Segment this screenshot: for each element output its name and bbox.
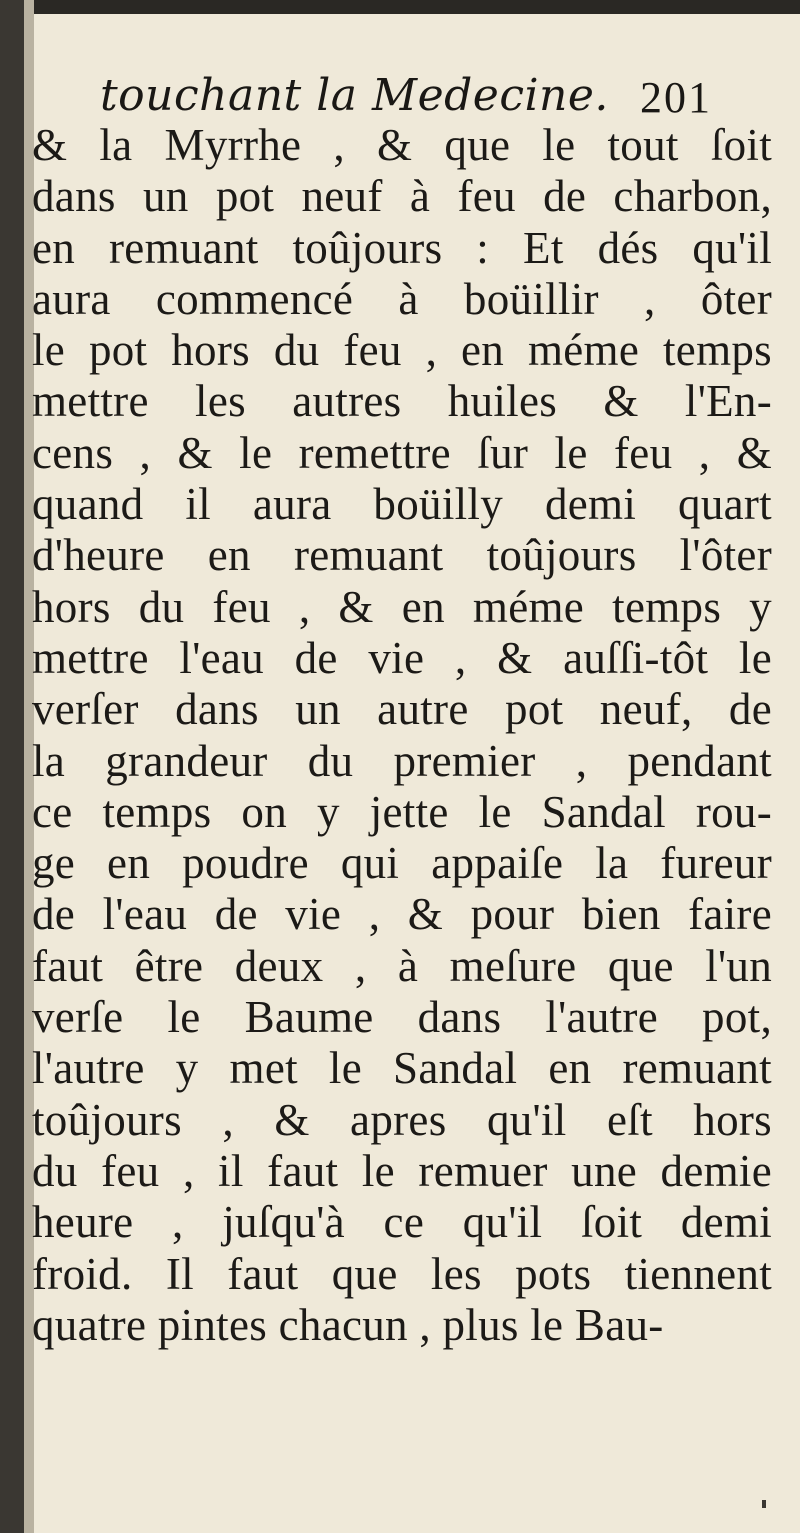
binding-edge: [0, 0, 24, 1533]
text-line: d'heure en remuant toûjours l'ôter: [32, 530, 772, 581]
text-line: verſe le Baume dans l'autre pot,: [32, 992, 772, 1043]
text-line: mettre l'eau de vie , & auſſi-tôt le: [32, 632, 772, 683]
text-line: le pot hors du feu , en méme temps: [32, 325, 772, 376]
text-line: ge en poudre qui appaiſe la fureur: [32, 838, 772, 889]
text-line: mettre les autres huiles & l'En-: [32, 376, 772, 427]
page-number: 201: [640, 73, 712, 122]
text-line: du feu , il faut le remuer une demie: [32, 1145, 772, 1196]
text-line: quand il aura boüilly demi quart: [32, 479, 772, 530]
text-line: hors du feu , & en méme temps y: [32, 581, 772, 632]
text-line: froid. Il faut que les pots tiennent: [32, 1248, 772, 1299]
text-line: en remuant toûjours : Et dés qu'il: [32, 222, 772, 273]
page-top-shadow: [0, 0, 800, 14]
text-line: heure , juſqu'à ce qu'il ſoit demi: [32, 1197, 772, 1248]
text-line: aura commencé à boüillir , ôter: [32, 273, 772, 324]
text-line: ce temps on y jette le Sandal rou-: [32, 786, 772, 837]
running-head: touchant la Medecine.: [100, 70, 609, 121]
text-line: dans un pot neuf à feu de charbon,: [32, 171, 772, 222]
text-line-last: quatre pintes chacun , plus le Bau-: [32, 1299, 664, 1350]
text-line: l'autre y met le Sandal en remuant: [32, 1043, 772, 1094]
text-line: verſer dans un autre pot neuf, de: [32, 684, 772, 735]
text-line: de l'eau de vie , & pour bien faire: [32, 889, 772, 940]
text-line: faut être deux , à meſure que l'un: [32, 940, 772, 991]
text-line: toûjours , & apres qu'il eſt hors: [32, 1094, 772, 1145]
paper-speck: [762, 1500, 766, 1508]
text-line: & la Myrrhe , & que le tout ſoit: [32, 120, 772, 170]
text-line: cens , & le remettre ſur le feu , &: [32, 427, 772, 478]
body-text: [32, 120, 772, 1351]
text-line: la grandeur du premier , pendant: [32, 735, 772, 786]
